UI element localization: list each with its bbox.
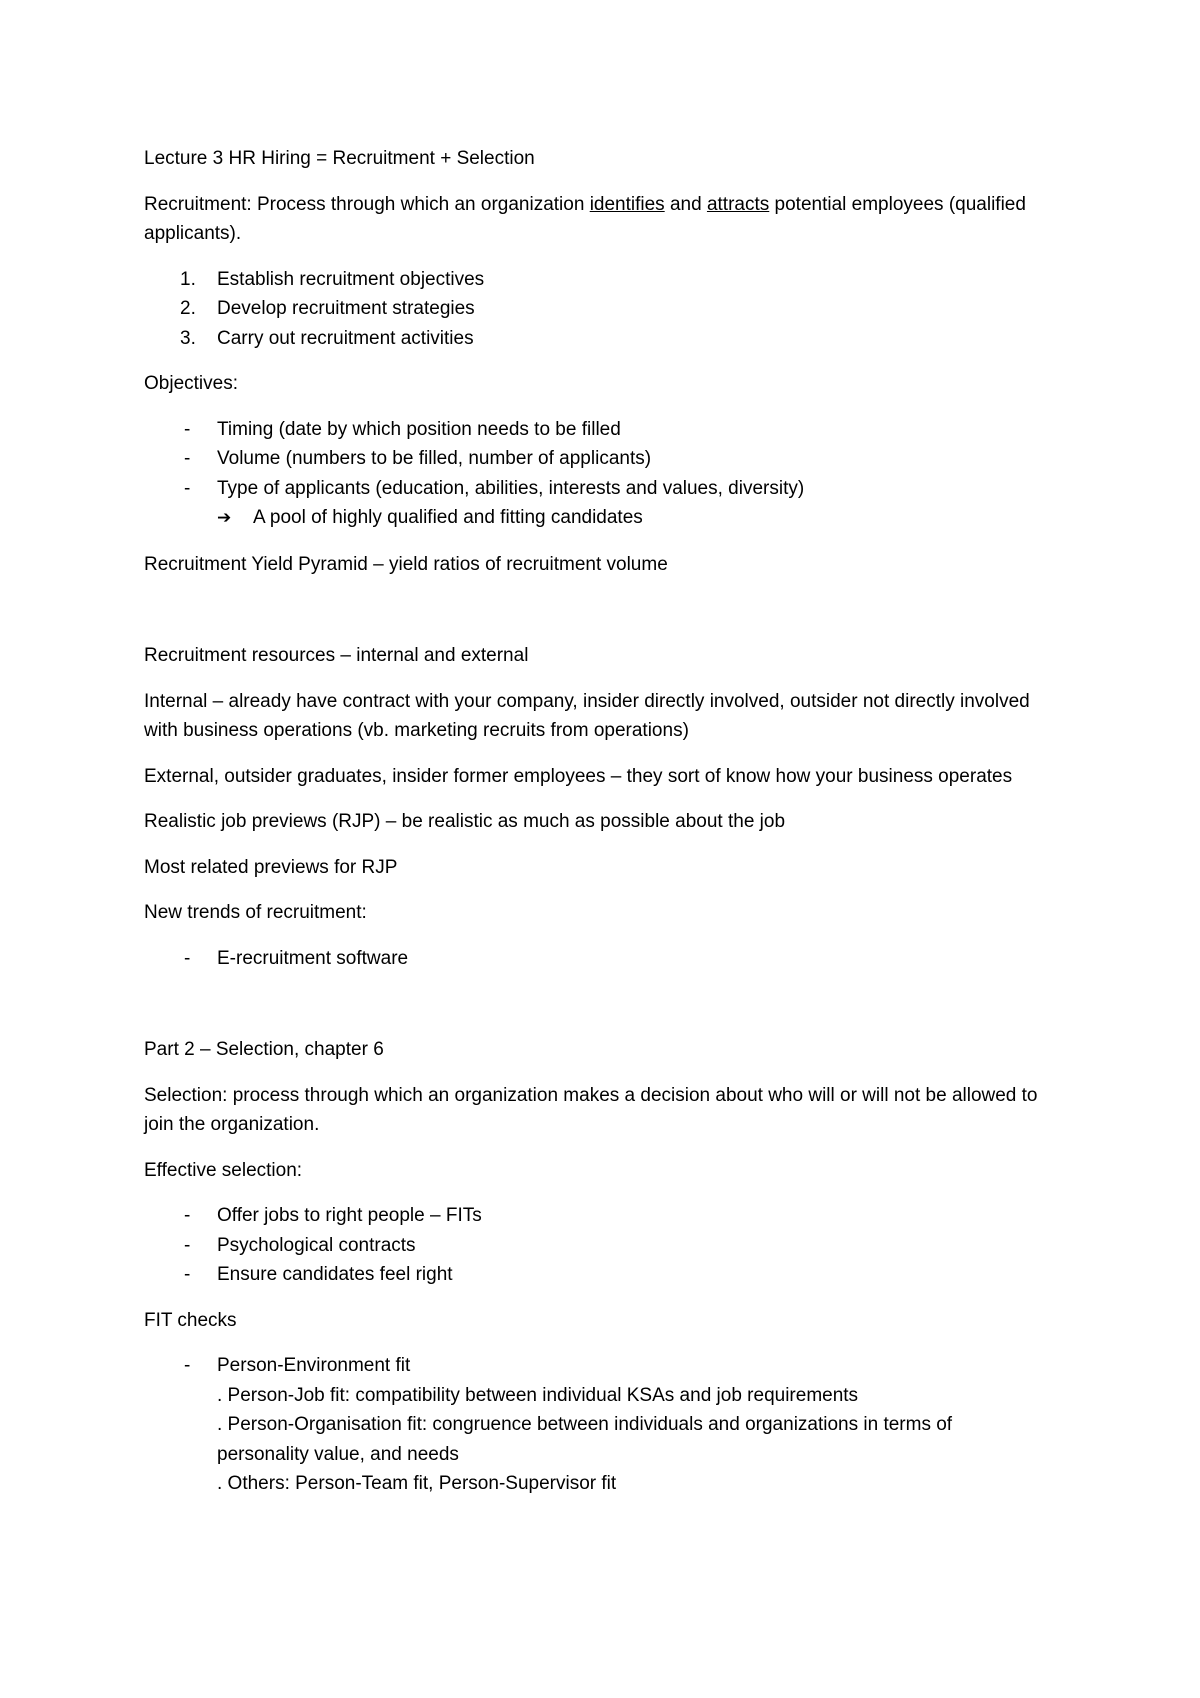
fit-checks-heading: FIT checks: [144, 1309, 237, 1331]
list-item: [144, 265, 1044, 295]
list-item-text: Establish recruitment objectives: [217, 268, 485, 290]
recruitment-def-part1: Recruitment: Process through which an organization: [144, 193, 590, 215]
dash-marker: -: [184, 1234, 191, 1256]
arrow-note-text: A pool of highly qualified and fitting candidates: [253, 507, 643, 528]
list-item-text: Timing (date by which position needs to be filled: [217, 418, 621, 440]
part2-heading: Part 2 – Selection, chapter 6: [144, 1039, 384, 1060]
fit-checks-list: [144, 1351, 1044, 1499]
list-item: [144, 1260, 1044, 1290]
list-number: 2.: [180, 298, 196, 319]
objectives-heading: Objectives:: [144, 373, 238, 394]
list-item: [144, 1201, 1044, 1231]
list-item: [144, 1231, 1044, 1261]
fit-sub-others: . Others: Person-Team fit, Person-Supervisor fit: [217, 1473, 617, 1494]
list-item-text: Offer jobs to right people – FITs: [217, 1205, 482, 1226]
fit-sub-person-organisation: . Person-Organisation fit: congruence between individuals and organizations in terms of personality value, and needs: [217, 1414, 953, 1465]
objectives-list: [144, 415, 1044, 534]
effective-heading: Effective selection:: [144, 1159, 303, 1181]
list-item: [144, 1351, 1044, 1499]
external-paragraph: External, outsider graduates, insider former employees – they sort of know how your business operates: [144, 765, 1013, 787]
list-item-text: Ensure candidates feel right: [217, 1264, 453, 1285]
list-item: [144, 444, 1044, 474]
lecture-title: Lecture 3 HR Hiring = Recruitment + Selection: [144, 148, 535, 169]
rjp-line: Realistic job previews (RJP) – be realistic as much as possible about the job: [144, 811, 786, 832]
list-item: [144, 944, 1044, 974]
list-item-text: Psychological contracts: [217, 1234, 416, 1256]
effective-selection-list: [144, 1201, 1044, 1290]
new-trends-heading: New trends of recruitment:: [144, 902, 367, 923]
attracts-word: attracts: [706, 193, 770, 215]
recruitment-steps-list: [144, 265, 1044, 354]
list-item-text: Type of applicants (education, abilities, interests and values, diversity): [217, 477, 805, 499]
list-item-text: Volume (numbers to be filled, number of applicants): [217, 448, 652, 469]
dash-marker: -: [184, 418, 191, 440]
list-item-text: Carry out recruitment activities: [217, 327, 474, 349]
list-item: [144, 324, 1044, 354]
resources-line: Recruitment resources – internal and external: [144, 645, 529, 666]
internal-paragraph: Internal – already have contract with your company, insider directly involved, outsider not directly involved with business operations (vb. marketing recruits from operations): [144, 690, 1030, 741]
recruitment-def-part2: potential employees (qualified applicants).: [144, 193, 1026, 244]
list-number: 3.: [180, 327, 196, 349]
dash-marker: -: [184, 1355, 191, 1376]
dash-marker: -: [184, 477, 191, 499]
recruitment-def-and: and: [664, 193, 707, 215]
dash-marker: -: [184, 947, 191, 969]
list-item: [144, 294, 1044, 324]
list-item-text: Person-Environment fit: [217, 1355, 411, 1376]
dash-marker: -: [184, 448, 191, 469]
recruitment-definition: [144, 190, 1044, 249]
list-item-text: Develop recruitment strategies: [217, 298, 475, 319]
yield-pyramid-line: Recruitment Yield Pyramid – yield ratios of recruitment volume: [144, 553, 668, 575]
selection-definition: Selection: process through which an organization makes a decision about who will or will not be allowed to join the organization.: [144, 1084, 1038, 1135]
dash-marker: -: [184, 1205, 191, 1226]
fit-sub-person-job: . Person-Job fit: compatibility between individual KSAs and job requirements: [217, 1384, 859, 1406]
list-item-text: E-recruitment software: [217, 947, 409, 969]
list-item: [144, 474, 1044, 534]
dash-marker: -: [184, 1264, 191, 1285]
arrow-note: [217, 503, 1044, 534]
new-trends-list: [144, 944, 1044, 974]
arrow-right-icon: ➔: [217, 508, 232, 528]
document-body: [144, 144, 1044, 1515]
list-number: 1.: [180, 268, 196, 290]
most-related-line: Most related previews for RJP: [144, 856, 398, 878]
identifies-word: identifies: [589, 193, 665, 215]
list-item: [144, 415, 1044, 445]
